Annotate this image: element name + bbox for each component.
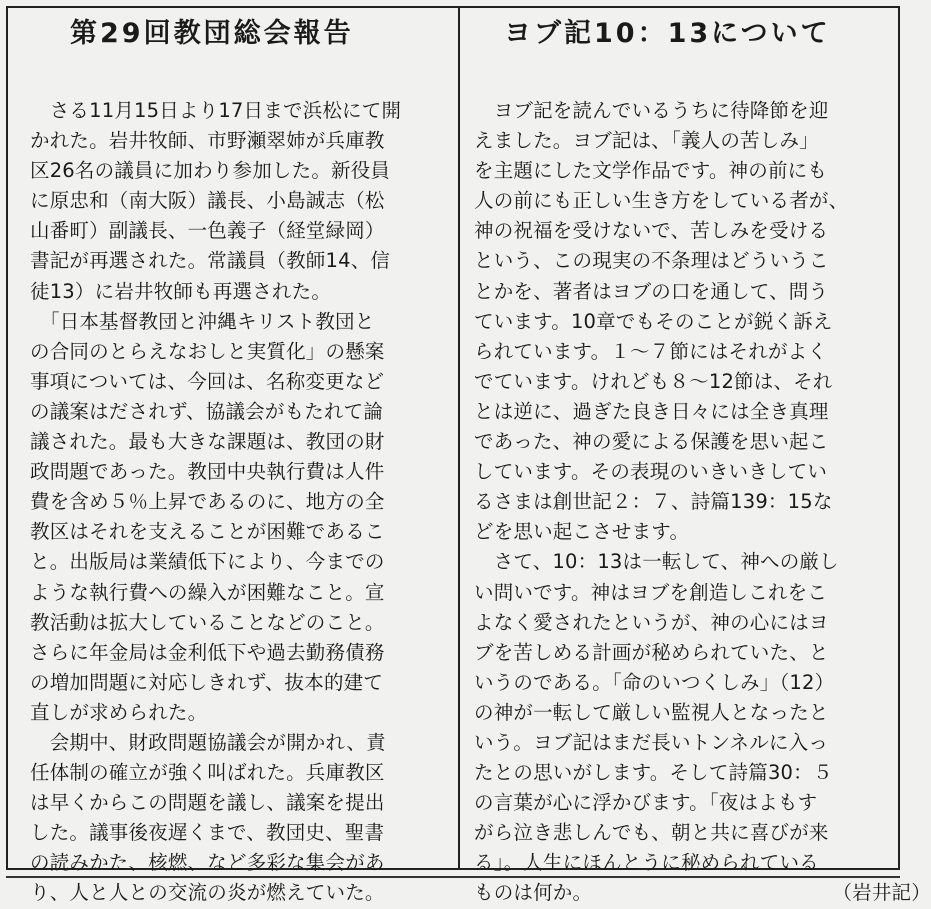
text-line: さて、10：13は一転して、神への厳し — [474, 550, 839, 574]
text-line: 徒13）に岩井牧師も再選された。 — [30, 279, 332, 303]
text-line: いう。ヨブ記はまだ長いトンネルに入っ — [474, 730, 829, 754]
text-line: しています。その表現のいきいきしてい — [474, 460, 828, 484]
text-line: がら泣き悲しんでも、朝と共に喜びが来 — [474, 821, 829, 845]
left-article-body — [30, 96, 446, 909]
text-line: 山番町）副議長、一色義子（経堂緑岡） — [30, 219, 385, 243]
text-line: たとの思いがします。そして詩篇30：５ — [474, 761, 833, 785]
text-line: 事項については、今回は、名称変更など — [30, 369, 385, 393]
text-line: 議された。最も大きな課題は、教団の財 — [30, 430, 385, 454]
text-line: の神が一転して厳しい監視人となったと — [474, 700, 829, 724]
text-line: どを思い起こさせます。 — [474, 520, 690, 544]
text-line: さらに年金局は金利低下や過去勤務債務 — [30, 640, 385, 664]
author-credit: （岩井記） — [842, 881, 931, 905]
right-article — [474, 14, 931, 909]
text-line: でています。けれども８〜12節は、それ — [474, 369, 833, 393]
text-line: 人の前にも正しい生き方をしている者が、 — [474, 189, 849, 213]
column-divider — [458, 6, 460, 870]
right-article-title: ヨブ記10：13について — [504, 18, 831, 49]
text-line: した。議事後夜遅くまで、教団史、聖書 — [30, 821, 385, 845]
text-line: の増加問題に対応しきれず、抜本的建て — [30, 670, 384, 694]
left-article — [30, 14, 446, 909]
text-line: いうのである。「命のいつくしみ」（12） — [474, 670, 835, 694]
text-line: という、この現実の不条理はどういうこ — [474, 249, 829, 273]
text-line: 神の祝福を受けないで、苦しみを受ける — [474, 219, 829, 243]
text-line: の読みかた、核燃、など多彩な集会があ — [30, 851, 385, 875]
text-line: とは逆に、過ぎた良き日々には全き真理 — [474, 399, 829, 423]
text-line: に原忠和（南大阪）議長、小島誠志（松 — [30, 189, 385, 213]
text-line: 書記が再選された。常議員（教師14、信 — [30, 249, 391, 273]
text-line: ています。10章でもそのことが鋭く訴え — [474, 309, 833, 333]
text-line: ヨブ記を読んでいるうちに待降節を迎 — [474, 99, 829, 122]
text-line: り、人と人との交流の炎が燃えていた。 — [30, 881, 385, 905]
text-line: を主題にした文学作品です。神の前にも — [474, 159, 828, 183]
text-line: ブを苦しめる計画が秘められていた、と — [474, 640, 829, 664]
text-line: るさまは創世記２：７、詩篇139：15な — [474, 490, 833, 514]
text-line: 任体制の確立が強く叫ばれた。兵庫教区 — [30, 761, 385, 785]
left-article-title: 第29回教団総会報告 — [70, 18, 354, 49]
text-line: られています。１〜７節にはそれがよく — [474, 339, 828, 363]
text-line: ような執行費への繰入が困難なこと。宣 — [30, 580, 385, 604]
text-line: 政問題であった。教団中央執行費は人件 — [30, 460, 385, 484]
text-line: 会期中、財政問題協議会が開かれ、責 — [30, 730, 386, 754]
text-line: 「日本基督教団と沖縄キリスト教団と — [30, 309, 375, 333]
text-line: とかを、著者はヨブの口を通して、問う — [474, 279, 829, 303]
text-line — [474, 878, 931, 908]
text-line: の言葉が心に浮かびます。「夜はよもす — [474, 791, 818, 815]
text-line: よなく愛されたというが、神の心にはヨ — [474, 610, 829, 634]
text-line: 教区はそれを支えることが困難であるこ — [30, 520, 385, 544]
text-line: さる11月15日より17日まで浜松にて開 — [30, 99, 402, 122]
text-line: る」。人生にほんとうに秘められている — [474, 851, 819, 875]
text-line: であった、神の愛による保護を思い起こ — [474, 430, 829, 454]
text-line: 教活動は拡大していることなどのこと。 — [30, 610, 385, 634]
text-line: 区26名の議員に加わり参加した。新役員 — [30, 159, 391, 183]
text-line: と。出版局は業績低下により、今までの — [30, 550, 385, 574]
text-line: えました。ヨブ記は、「義人の苦しみ」 — [474, 129, 819, 153]
text-line: 費を含め５％上昇であるのに、地方の全 — [30, 490, 385, 514]
text-line: の議案はだされず、協議会がもたれて論 — [30, 399, 384, 423]
text-line: い問いです。神はヨブを創造しこれをこ — [474, 580, 828, 604]
text-line: 直しが求められた。 — [30, 700, 208, 724]
final-line-text: ものは何か。 — [474, 881, 593, 905]
text-line: かれた。岩井牧師、市野瀬翠姉が兵庫教 — [30, 129, 385, 153]
text-line: の合同のとらえなおしと実質化」の懸案 — [30, 339, 385, 363]
right-article-body — [474, 96, 931, 909]
text-line: は早くからこの問題を議し、議案を提出 — [30, 791, 385, 815]
